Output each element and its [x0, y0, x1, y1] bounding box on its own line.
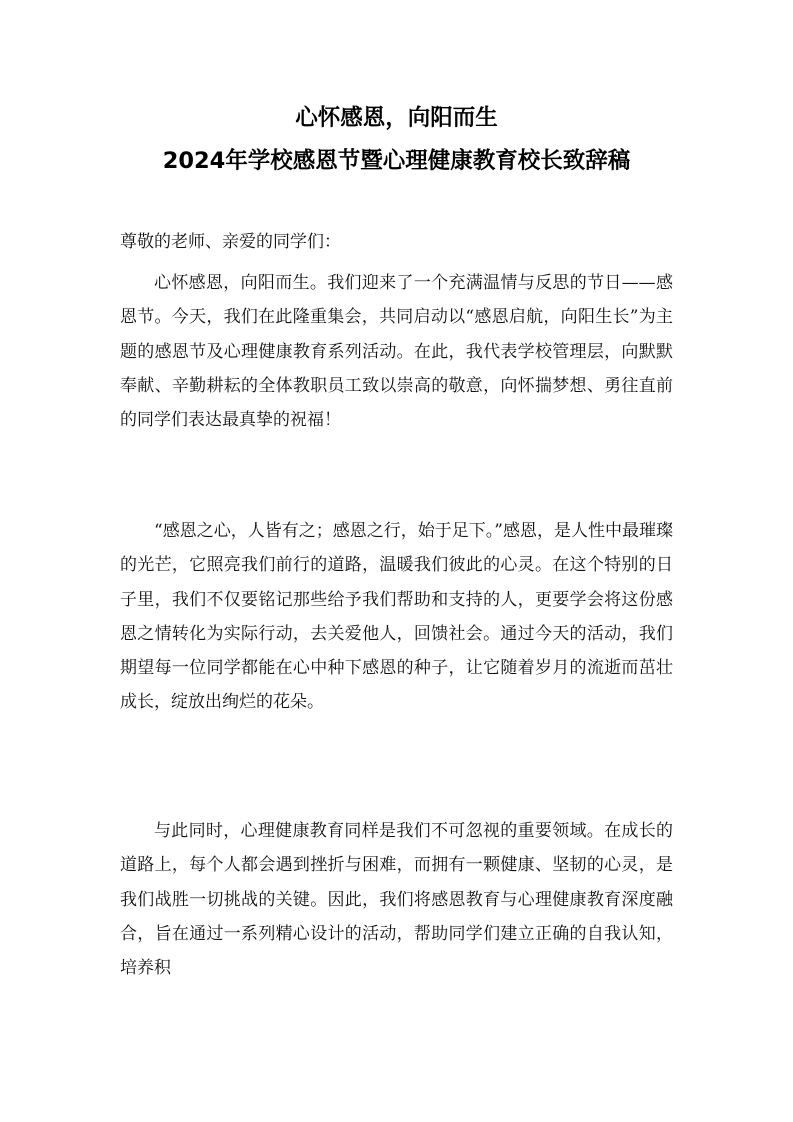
document-subtitle: 2024年学校感恩节暨心理健康教育校长致辞稿	[162, 148, 631, 174]
paragraph-3: 与此同时，心理健康教育同样是我们不可忽视的重要领域。在成长的道路上，每个人都会遇到挫折与困难，而拥有一颗健康、坚韧的心灵，是我们战胜一切挑战的关键。因此，我们将感恩教育与心理健康教育深度融合，旨在通过一系列精心设计的活动，帮助同学们建立正确的自我认知，培养积	[120, 821, 673, 979]
salutation: 尊敬的老师、亲爱的同学们：	[120, 232, 341, 252]
paragraph-2: “感恩之心，人皆有之；感恩之行，始于足下。”感恩，是人性中最璀璨的光芒，它照亮我们前行的道路，温暖我们彼此的心灵。在这个特别的日子里，我们不仅要铭记那些给予我们帮助和支持的人，更要学会将这份感恩之情转化为实际行动，去关爱他人，回馈社会。通过今天的活动，我们期望每一位同学都能在心中种下感恩的种子，让它随着岁月的流逝而茁壮成长，绽放出绚烂的花朵。	[120, 521, 673, 713]
document-title: 心怀感恩，向阳而生	[295, 105, 498, 131]
paragraph-1: 心怀感恩，向阳而生。我们迎来了一个充满温情与反思的节日——感恩节。今天，我们在此隆重集会，共同启动以“感恩启航，向阳生长”为主题的感恩节及心理健康教育系列活动。在此，我代表学校管理层，向默默奉献、辛勤耕耘的全体教职员工致以崇高的敬意，向怀揣梦想、勇往直前的同学们表达最真挚的祝福！	[120, 273, 673, 431]
